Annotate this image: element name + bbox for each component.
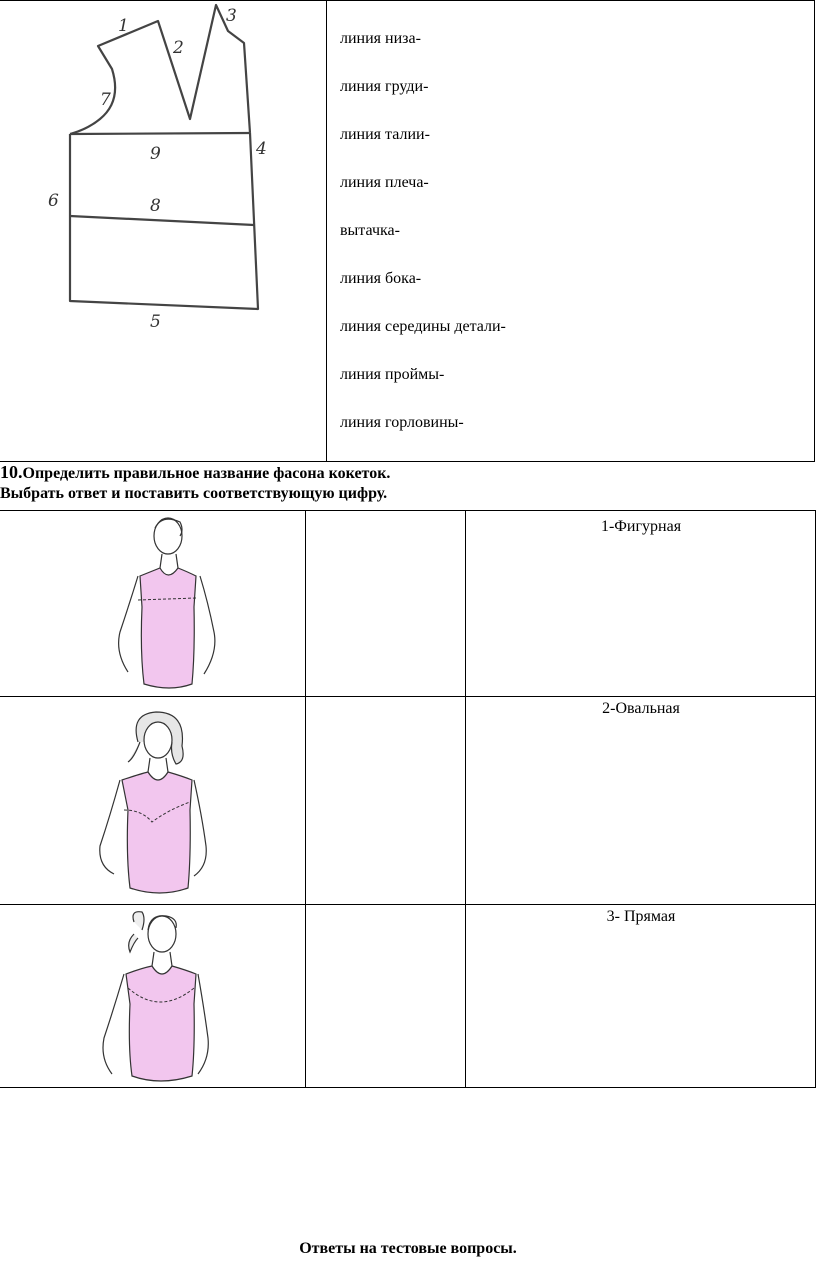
figure-figured-yoke <box>90 706 210 896</box>
question-text-line2: Выбрать ответ и поставить соответствующую цифру. <box>0 485 388 502</box>
line-label: линия груди- <box>340 78 429 95</box>
pattern-table <box>0 0 815 462</box>
answers-heading: Ответы на тестовые вопросы. <box>299 1240 517 1257</box>
yoke-table <box>0 510 816 1088</box>
pattern-number-3: 3 <box>226 6 237 26</box>
row-border <box>0 904 816 905</box>
pattern-number-5: 5 <box>150 312 161 332</box>
line-label: линия середины детали- <box>340 318 506 335</box>
bodice-pattern-drawing <box>30 1 290 341</box>
line-label: линия проймы- <box>340 366 445 383</box>
pattern-number-2: 2 <box>173 38 184 58</box>
row-border <box>0 510 816 511</box>
pattern-number-8: 8 <box>150 196 161 216</box>
option-1: 1-Фигурная <box>600 518 682 535</box>
option-3: 3- Прямая <box>606 908 676 925</box>
line-label: линия талии- <box>340 126 430 143</box>
line-label-list <box>340 29 506 461</box>
line-label: линия низа- <box>340 30 421 47</box>
figure-straight-yoke <box>100 512 220 694</box>
question-number: 10. <box>0 462 23 482</box>
pattern-number-6: 6 <box>48 191 59 211</box>
figure-oval-yoke <box>90 908 210 1088</box>
pattern-number-7: 7 <box>100 90 111 110</box>
row-border <box>0 696 816 697</box>
table-border-right <box>814 1 815 461</box>
pattern-number-1: 1 <box>118 16 129 36</box>
question-text-line1: Определить правильное название фасона кокеток. <box>22 465 391 482</box>
line-label: линия бока- <box>340 270 422 287</box>
pattern-number-9: 9 <box>150 144 161 164</box>
column-border <box>305 510 306 1088</box>
line-label: линия горловины- <box>340 414 464 431</box>
column-divider <box>326 1 327 461</box>
line-label: вытачка- <box>340 222 400 239</box>
option-2: 2-Овальная <box>602 700 680 717</box>
column-border <box>465 510 466 1088</box>
line-label: линия плеча- <box>340 174 429 191</box>
question-10 <box>0 462 390 504</box>
pattern-number-4: 4 <box>256 139 267 159</box>
